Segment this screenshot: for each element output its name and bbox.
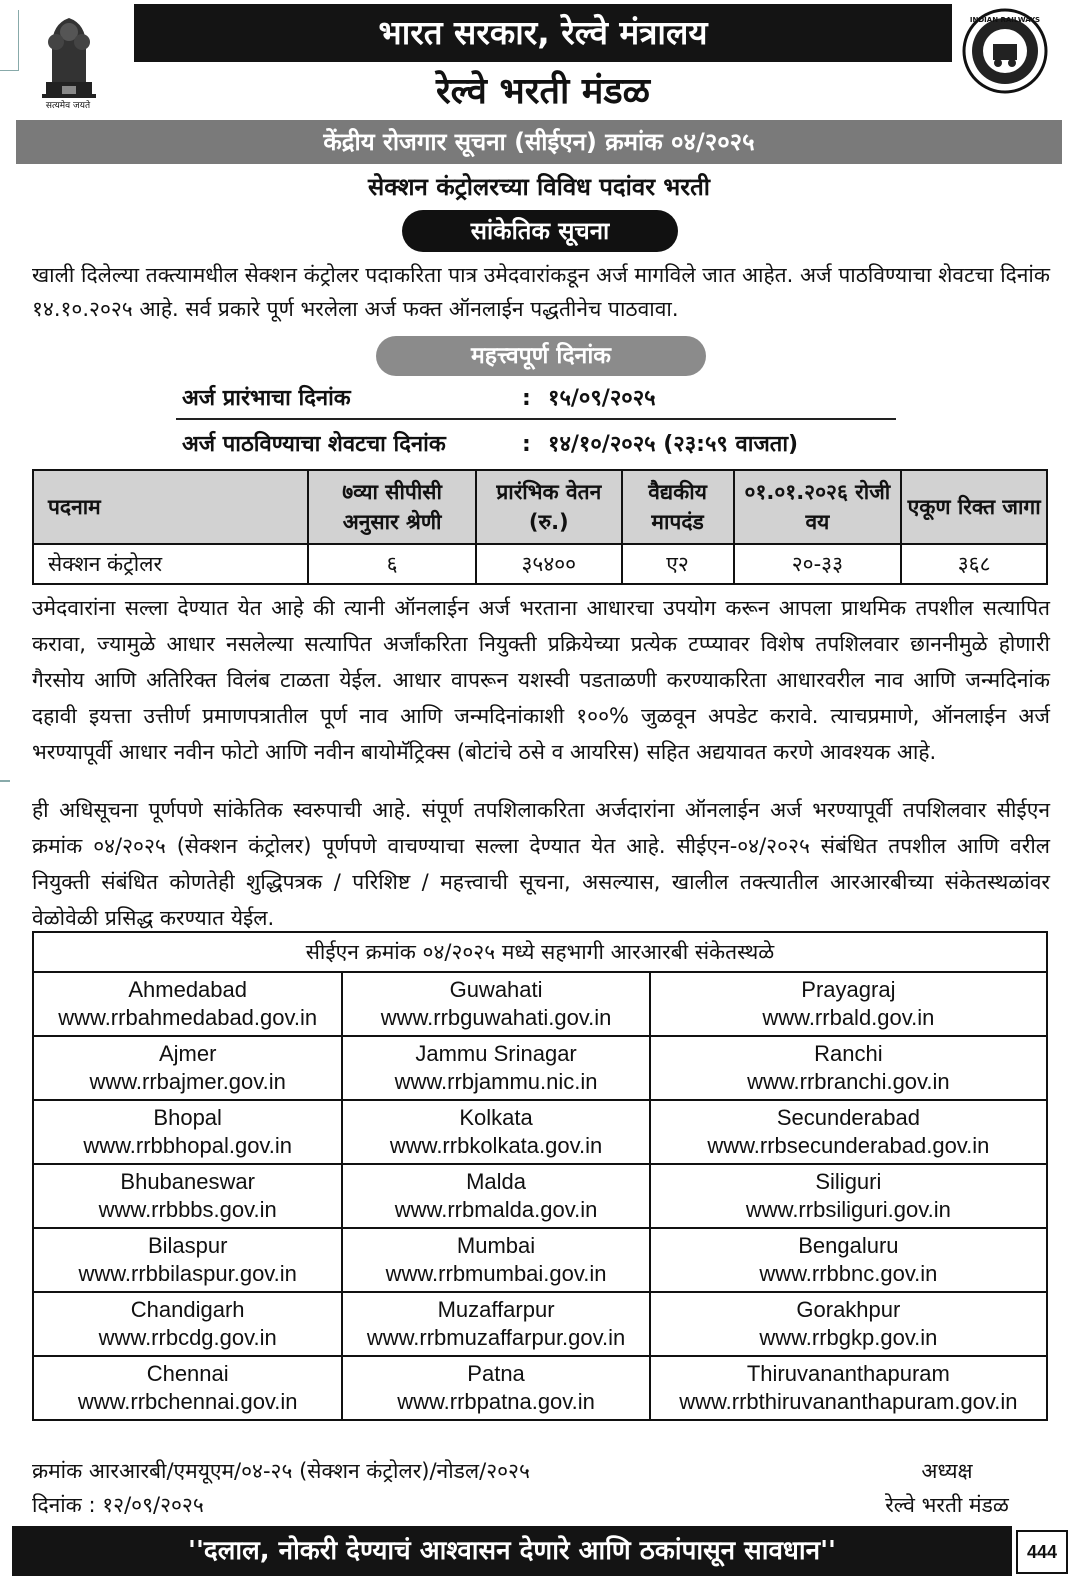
government-title: भारत सरकार, रेल्वे मंत्रालय (134, 4, 952, 62)
reference-block (32, 1454, 530, 1522)
table-cell: ए२ (622, 544, 734, 584)
rrb-city: Bhubaneswar (120, 1169, 255, 1194)
rrb-website-link[interactable]: www.rrbpatna.gov.in (397, 1389, 595, 1414)
logo-lettering: INDIAN RAILWAYS (969, 16, 1041, 24)
important-dates-heading: महत्त्वपूर्ण दिनांक (376, 336, 706, 376)
rrb-city: Gorakhpur (796, 1297, 901, 1322)
rrb-city: Thiruvananthapuram (746, 1361, 950, 1386)
signatory-organisation: रेल्वे भरती मंडळ (885, 1493, 1009, 1517)
rrb-website-link[interactable]: www.rrbahmedabad.gov.in (58, 1005, 318, 1030)
rrb-website-link[interactable]: www.rrbchennai.gov.in (77, 1389, 298, 1414)
column-header: एकूण रिक्त जागा (901, 470, 1047, 544)
table-cell: २०-३३ (734, 544, 902, 584)
rrb-city: Chennai (146, 1361, 229, 1386)
column-header: वैद्यकीय मापदंड (622, 470, 734, 544)
rrb-city: Jammu Srinagar (415, 1041, 577, 1066)
rrb-website-link[interactable]: www.rrbguwahati.gov.in (380, 1005, 612, 1030)
rrb-cell (342, 1228, 649, 1292)
post-details-table (32, 469, 1048, 585)
rrb-cell (650, 1100, 1047, 1164)
rrb-website-link[interactable]: www.rrbbilaspur.gov.in (78, 1261, 297, 1286)
rrb-website-link[interactable]: www.rrbthiruvananthapuram.gov.in (679, 1389, 1018, 1414)
rrb-cell (342, 1164, 649, 1228)
table-row (33, 1100, 1047, 1164)
scan-edge-mark (0, 10, 19, 71)
rrb-cell (33, 1292, 342, 1356)
rrb-website-link[interactable]: www.rrbbhopal.gov.in (83, 1133, 293, 1158)
rrb-cell (650, 972, 1047, 1036)
rrb-city: Guwahati (449, 977, 543, 1002)
rrb-website-link[interactable]: www.rrbmalda.gov.in (394, 1197, 598, 1222)
rrb-cell (650, 1164, 1047, 1228)
rrb-website-link[interactable]: www.rrbsiliguri.gov.in (745, 1197, 951, 1222)
rrb-city: Ahmedabad (128, 977, 247, 1002)
table-cell: सेक्शन कंट्रोलर (33, 544, 308, 584)
rrb-cell (342, 1292, 649, 1356)
rrb-city: Chandigarh (130, 1297, 245, 1322)
notice-subject: सेक्शन कंट्रोलरच्या विविध पदांवर भरती (368, 173, 710, 201)
table-row (33, 1356, 1047, 1420)
rrb-website-link[interactable]: www.rrbranchi.gov.in (747, 1069, 950, 1094)
date-label: अर्ज प्रारंभाचा दिनांक (182, 386, 351, 411)
rrb-city: Secunderabad (776, 1105, 920, 1130)
rrb-cell (342, 1100, 649, 1164)
column-header: ०१.०१.२०२६ रोजी वय (734, 470, 902, 544)
rrb-city: Kolkata (459, 1105, 533, 1130)
rrb-websites-table (32, 931, 1048, 1421)
rrb-website-link[interactable]: www.rrbajmer.gov.in (89, 1069, 286, 1094)
intro-paragraph: खाली दिलेल्या तक्त्यामधील सेक्शन कंट्रोलर पदाकरिता पात्र उमेदवारांकडून अर्ज मागविले जात आहेत. अर्ज पाठविण्याचा शेवटचा दिनांक १४.१०.२०२५ आहे. सर्व प्रकारे पूर्ण भरलेला अर्ज फक्त ऑनलाईन पद्धतीनेच पाठवावा. (32, 263, 1050, 321)
date-row-start (182, 382, 656, 416)
signatory-block (842, 1454, 1052, 1522)
rrb-website-link[interactable]: www.rrbkolkata.gov.in (389, 1133, 603, 1158)
rrb-city: Prayagraj (801, 977, 896, 1002)
notice-date: दिनांक : १२/०९/२०२५ (32, 1493, 204, 1517)
rrb-website-link[interactable]: www.rrbsecunderabad.gov.in (707, 1133, 990, 1158)
rrb-website-link[interactable]: www.rrbcdg.gov.in (98, 1325, 277, 1350)
column-header: पदनाम (33, 470, 308, 544)
table-row (33, 972, 1047, 1036)
rrb-cell (33, 1100, 342, 1164)
date-separator: : (522, 386, 531, 411)
rrb-website-link[interactable]: www.rrbbnc.gov.in (759, 1261, 938, 1286)
emblem-caption: सत्यमेव जयते (45, 101, 91, 111)
date-value: १५/०९/२०२५ (548, 386, 656, 411)
rrb-cell (342, 1036, 649, 1100)
column-header: प्रारंभिक वेतन (रु.) (476, 470, 622, 544)
rrb-cell (650, 1228, 1047, 1292)
table-cell: ३५४०० (476, 544, 622, 584)
rrb-website-link[interactable]: www.rrbgkp.gov.in (759, 1325, 938, 1350)
rrb-cell (342, 972, 649, 1036)
indicative-paragraph: ही अधिसूचना पूर्णपणे सांकेतिक स्वरुपाची आहे. संपूर्ण तपशिलाकरिता अर्जदारांना ऑनलाईन अर्ज भरण्यापूर्वी तपशिलवार सीईएन क्रमांक ०४/२०२५ (सेक्शन कंट्रोलर) पूर्णपणे वाचण्याचा सल्ला देण्यात येत आहे. सीईएन-०४/२०२५ संबंधित तपशील आणि वरील नियुक्ती संबंधित कोणतेही शुद्धिपत्रक / परिशिष्ट / महत्त्वाची सूचना, असल्यास, खालील तक्त्यातील आरआरबीच्या संकेतस्थळांवर वेळोवेळी प्रसिद्ध करण्यात येईल. (32, 798, 1050, 930)
rrb-city: Malda (466, 1169, 527, 1194)
cen-number-band: केंद्रीय रोजगार सूचना (सीईएन) क्रमांक ०४/२०२५ (16, 120, 1062, 164)
table-header-row (33, 470, 1047, 544)
rrb-cell (650, 1356, 1047, 1420)
signatory-designation: अध्यक्ष (921, 1459, 973, 1483)
rrb-city: Bilaspur (147, 1233, 228, 1258)
date-label: अर्ज पाठविण्याचा शेवटचा दिनांक (182, 432, 446, 457)
board-title: रेल्वे भरती मंडळ (435, 71, 651, 112)
date-value: १४/१०/२०२५ (२३:५९ वाजता) (548, 432, 799, 457)
rrb-website-link[interactable]: www.rrbmuzaffarpur.gov.in (366, 1325, 626, 1350)
rrb-cell (33, 1228, 342, 1292)
rrb-cell (33, 972, 342, 1036)
rrb-website-link[interactable]: www.rrbbbs.gov.in (98, 1197, 277, 1222)
rrb-cell (33, 1164, 342, 1228)
date-row-closing (182, 428, 798, 462)
rrb-cell (33, 1356, 342, 1420)
rrb-city: Bengaluru (798, 1233, 899, 1258)
rrb-city: Bhopal (153, 1105, 222, 1130)
fraud-warning-band: ''दलाल, नोकरी देण्याचं आश्वासन देणारे आणि ठकांपासून सावधान'' (12, 1526, 1012, 1576)
aadhaar-paragraph: उमेदवारांना सल्ला देण्यात येत आहे की त्यानी ऑनलाईन अर्ज भरताना आधारचा उपयोग करून आपला प्राथमिक तपशील सत्यापित करावा, ज्यामुळे आधार नसलेल्या सत्यापित अर्जांकरिता नियुक्ती प्रक्रियेच्या प्रत्येक टप्प्यावर विशेष तपशिलवार छाननीमुळे होणारी गैरसोय आणि अतिरिक्त विलंब टाळता येईल. आधार वापरून यशस्वी पडताळणी करण्याकरिता आधारवरील नाव आणि जन्मदिनांक दहावी इयत्ता उत्तीर्ण प्रमाणपत्रातील पूर्ण नाव आणि जन्मदिनांकाशी १००% जुळवून अपडेट करावे. त्याचप्रमाणे, ऑनलाईन अर्ज भरण्यापूर्वी आधार नवीन फोटो आणि नवीन बायोमॅट्रिक्स (बोटांचे ठसे व आयरिस) सहित अद्ययावत करणे आवश्यक आहे. (32, 596, 1050, 764)
rrb-cell (342, 1356, 649, 1420)
table-row (33, 1228, 1047, 1292)
rrb-table-heading: सीईएन क्रमांक ०४/२०२५ मध्ये सहभागी आरआरबी संकेतस्थळे (33, 932, 1047, 972)
table-cell: ६ (308, 544, 476, 584)
table-cell: ३६८ (901, 544, 1047, 584)
date-separator: : (522, 432, 531, 457)
table-header-row (33, 932, 1047, 972)
date-divider (176, 418, 896, 420)
rrb-city: Mumbai (456, 1233, 536, 1258)
table-row (33, 1164, 1047, 1228)
rrb-city: Ranchi (814, 1041, 883, 1066)
rrb-city: Patna (467, 1361, 525, 1386)
table-row (33, 1036, 1047, 1100)
rrb-website-link[interactable]: www.rrbald.gov.in (762, 1005, 935, 1030)
advert-code: 444 (1016, 1530, 1068, 1574)
reference-number: क्रमांक आरआरबी/एमयूएम/०४-२५ (सेक्शन कंट्रोलर)/नोडल/२०२५ (32, 1459, 530, 1483)
rrb-website-link[interactable]: www.rrbjammu.nic.in (394, 1069, 598, 1094)
rrb-city: Ajmer (158, 1041, 217, 1066)
table-row (33, 1292, 1047, 1356)
column-header: ७व्या सीपीसी अनुसार श्रेणी (308, 470, 476, 544)
scan-edge-mark (0, 780, 10, 782)
rrb-cell (650, 1292, 1047, 1356)
rrb-website-link[interactable]: www.rrbmumbai.gov.in (385, 1261, 607, 1286)
rrb-city: Siliguri (815, 1169, 882, 1194)
indian-railways-logo-icon (962, 8, 1048, 94)
rrb-city: Muzaffarpur (437, 1297, 555, 1322)
indicative-notice-badge: सांकेतिक सूचना (402, 210, 678, 252)
rrb-cell (650, 1036, 1047, 1100)
rrb-cell (33, 1036, 342, 1100)
table-row (33, 544, 1047, 584)
